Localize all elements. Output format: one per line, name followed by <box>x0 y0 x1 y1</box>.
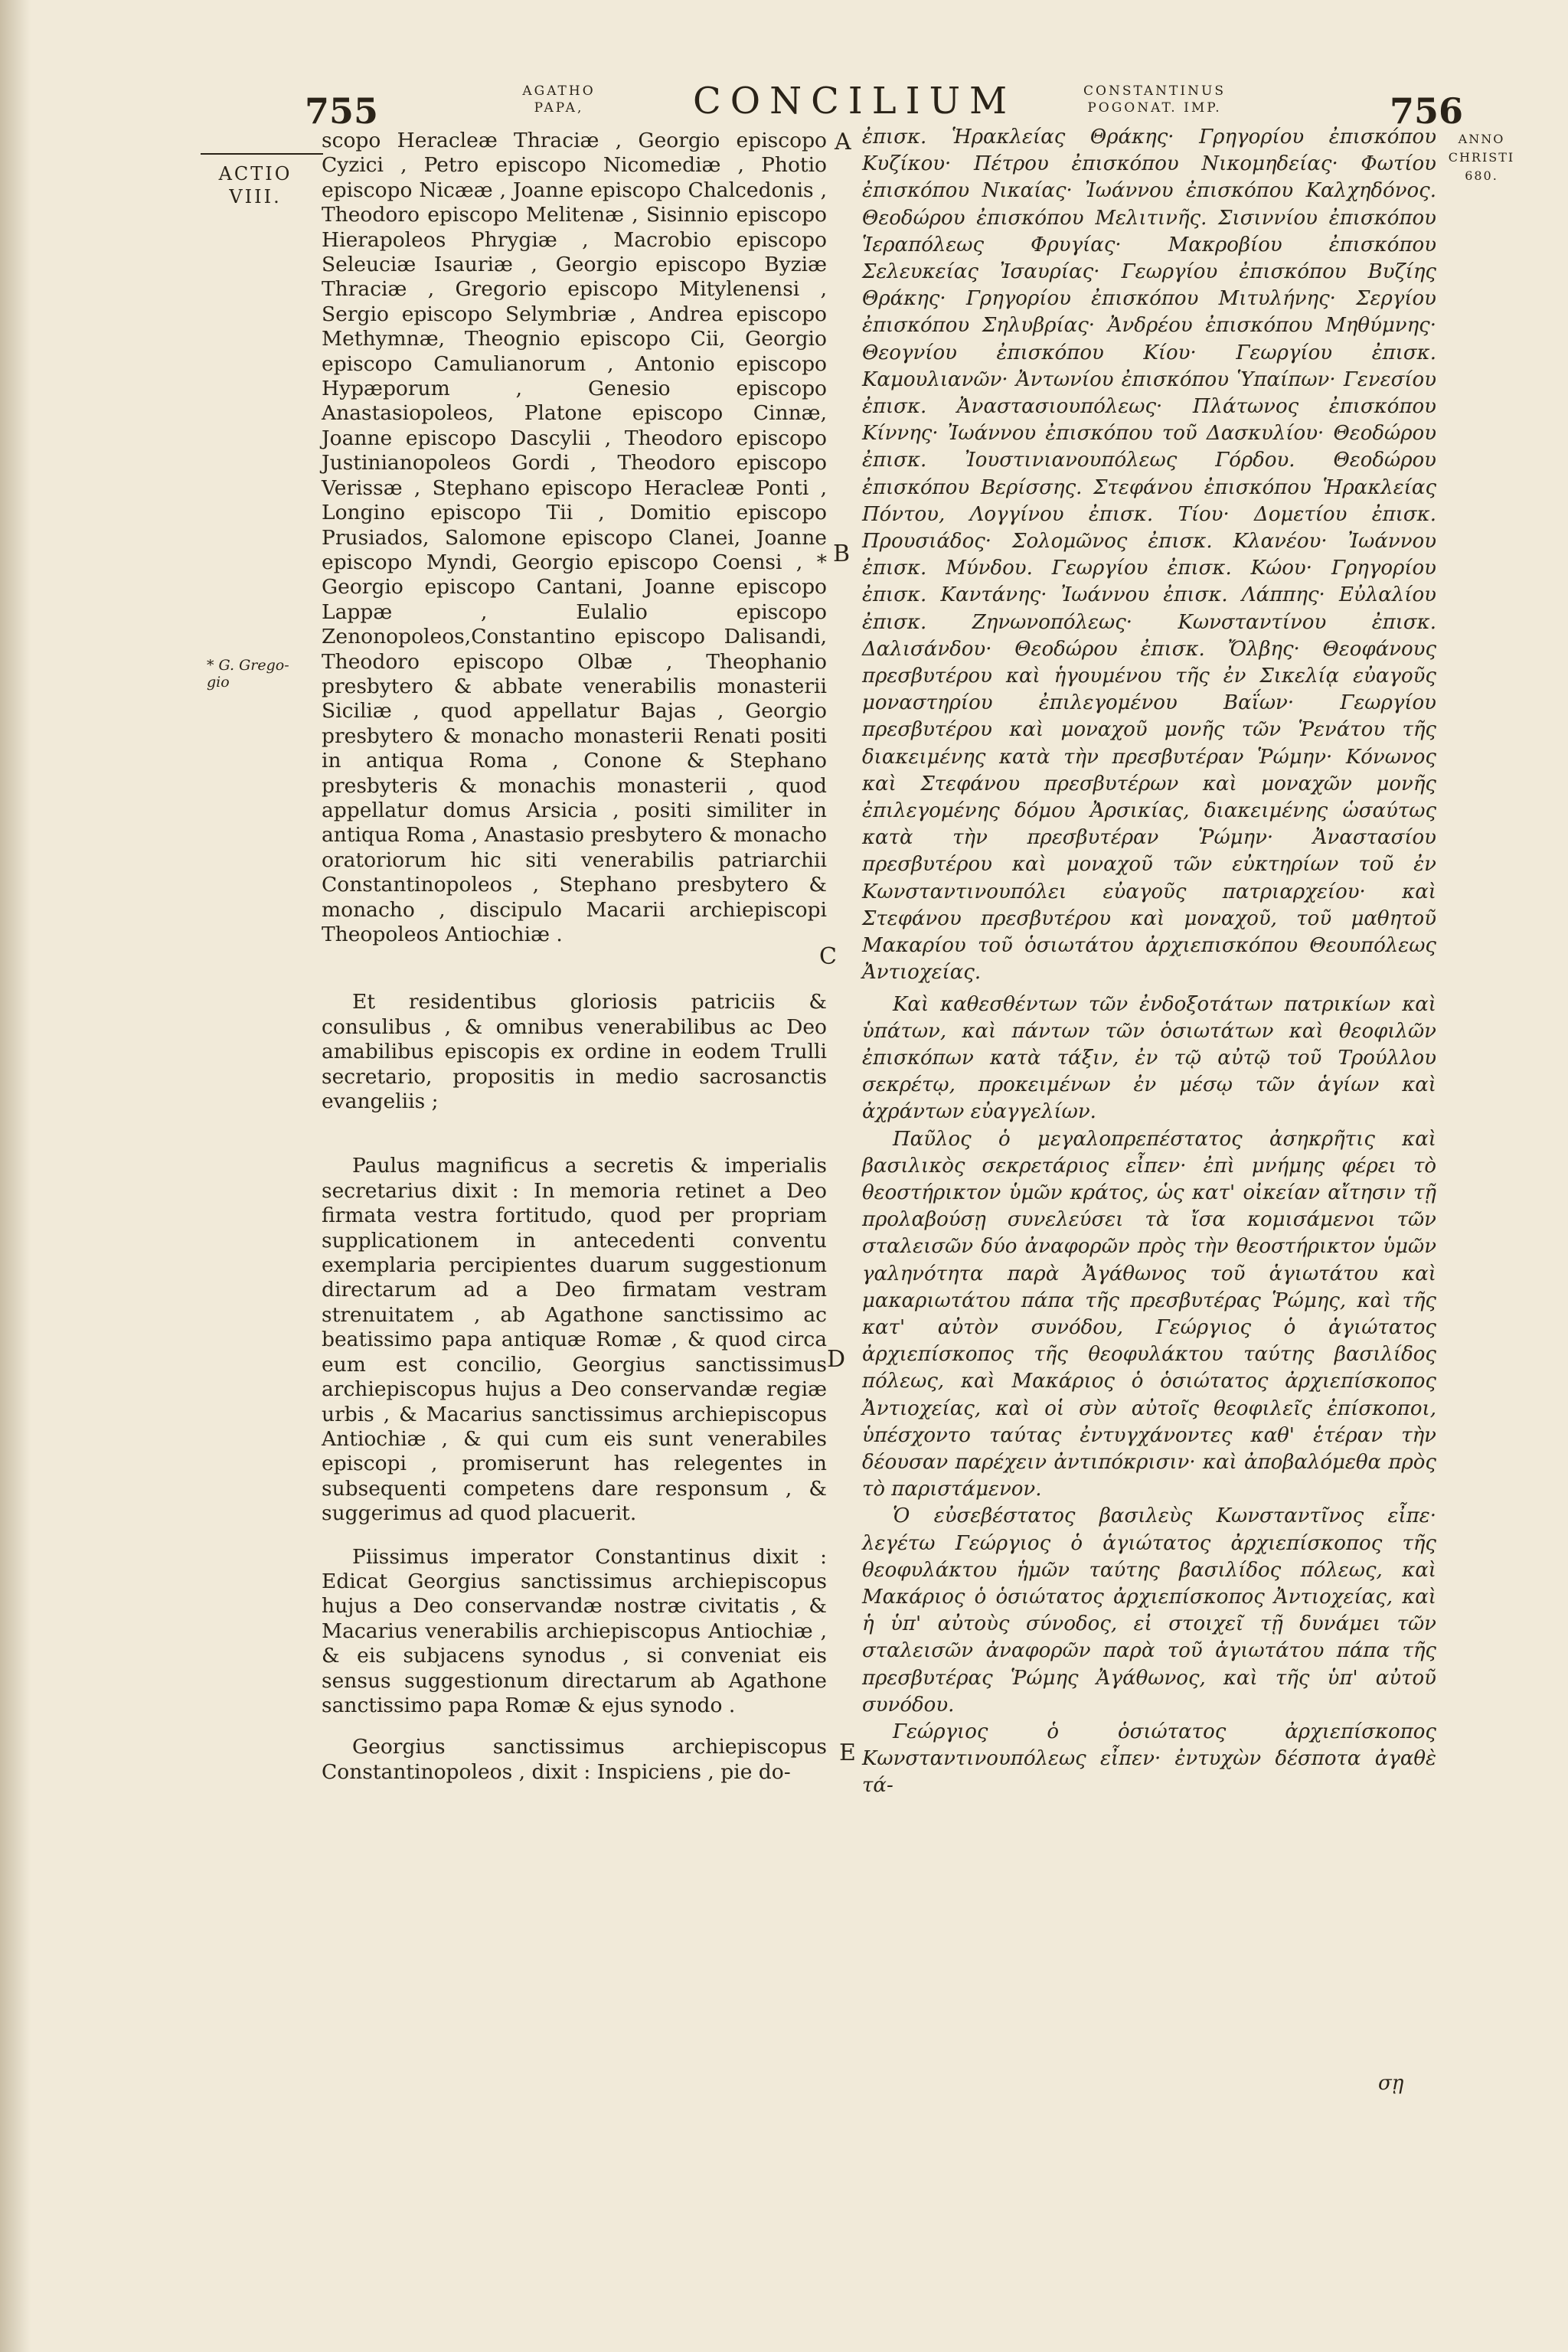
anno-label: ANNO <box>1458 132 1505 146</box>
latin-paragraph-2: Et residentibus gloriosis patriciis & consulibus , & omnibus venerabilibus ac Deo amabilibus episcopis ex ordine in eodem Trulli secretario, propositis in medio sacrosanctis evangeliis ; <box>322 990 827 1114</box>
variant-note-line1: * G. Grego- <box>207 657 289 674</box>
section-marker-b: B <box>833 541 851 567</box>
greek-paragraph-1: ἐπισκ. Ἡρακλείας Θράκης· Γρηγορίου ἐπισκόπου Κυζίκου· Πέτρου ἐπισκόπου Νικομηδείας· Φωτίου ἐπισκόπου Νικαίας· Ἰωάννου ἐπισκόπου Καλχηδόνος. Θεοδώρου ἐπισκόπου Μελιτινῆς. Σισιννίου ἐπισκόπου Ἱεραπόλεως Φρυγίας· Μακροβίου ἐπισκόπου Σελευκείας Ἰσαυρίας· Γεωργίου ἐπισκόπου Βυζίης Θράκης· Γρηγορίου ἐπισκόπου Μιτυλήνης· Σεργίου ἐπισκόπου Σηλυβρίας· Ἀνδρέου ἐπισκόπου Μηθύμνης· Θεογνίου ἐπισκόπου Κίου· Γεωργίου ἐπισκ. Καμουλιανῶν· Ἀντωνίου ἐπισκόπου Ὑπαίπων· Γενεσίου ἐπισκ. Ἀναστασιουπόλεως· Πλάτωνος ἐπισκόπου Κίννης· Ἰωάννου ἐπισκόπου τοῦ Δασκυλίου· Θεοδώρου ἐπισκ. Ἰουστινιανουπόλεως Γόρδου. Θεοδώρου ἐπισκόπου Βερίσσης. Στεφάνου ἐπισκόπου Ἡρακλείας Πόντου, Λογγίνου ἐπισκ. Τίου· Δομετίου ἐπισκ. Προυσιάδος· Σολομῶνος ἐπισκ. Κλανέου· Ἰωάννου ἐπισκ. Μύνδου. Γεωργίου ἐπισκ. Κώου· Γρηγορίου ἐπισκ. Καντάνης· Ἰωάννου ἐπισκ. Λάππης· Εὐλαλίου ἐπισκ. Ζηνωνοπόλεως· Κωνσταντίνου ἐπισκ. Δαλισάνδου· Θεοδώρου ἐπισκ. Ὄλβης· Θεοφάνους πρεσβυτέρου καὶ ἡγουμένου τῆς ἐν Σικελίᾳ εὐαγοῦς μοναστηρίου ἐπιλεγομένου Βαΐων· Γεωργίου πρεσβυτέρου καὶ μοναχοῦ μονῆς τῶν Ῥενάτου τῆς διακειμένης κατὰ τὴν πρεσβυτέραν Ῥώμην· Κόνωνος καὶ Στεφάνου πρεσβυτέρων καὶ μοναχῶν μονῆς ἐπιλεγομένης δόμου Ἀρσικίας, διακειμένης ὡσαύτως κατὰ τὴν πρεσβυτέραν Ῥώμην· Ἀναστασίου πρεσβυτέρου καὶ μοναχοῦ τῶν εὐκτηρίων τοῦ ἐν Κωνσταντινουπόλει εὐαγοῦς πατριαρχείου· καὶ Στεφάνου πρεσβυτέρου καὶ μοναχοῦ, τοῦ μαθητοῦ Μακαρίου τοῦ ὁσιωτάτου ἀρχιεπισκόπου Θεουπόλεως Ἀντιοχείας. <box>862 126 1436 985</box>
variant-note <box>207 657 289 691</box>
header-constantinus <box>1070 83 1239 116</box>
header-pogonat: POGONAT. IMP. <box>1087 100 1222 116</box>
gutter-shadow <box>0 0 31 2352</box>
catchword: σῃ <box>1378 2072 1404 2095</box>
section-marker-a: A <box>835 129 851 155</box>
latin-column <box>322 129 827 1785</box>
greek-column <box>862 124 1436 1800</box>
header-constantinus-name: CONSTANTINUS <box>1083 83 1226 99</box>
latin-paragraph-4: Piissimus imperator Constantinus dixit : Edicat Georgius sanctissimus archiepiscopus hujus a Deo conservandæ nostræ civitatis , & Macarius venerabilis archiepiscopus Antiochiæ , & eis subjacens synodus , si conveniat eis sensus suggestionum directarum ab Agathone sanctissimo papa Romæ & ejus synodo . <box>322 1544 827 1717</box>
margin-rule <box>201 153 323 155</box>
running-title: CONCILIUM <box>693 80 1017 122</box>
christi-label: CHRISTI <box>1448 150 1515 165</box>
variant-note-line2: gio <box>207 674 230 691</box>
year-label: 680. <box>1465 168 1498 183</box>
actio-number: VIII. <box>229 186 282 207</box>
greek-paragraph-3: Παῦλος ὁ μεγαλοπρεπέστατος ἀσηκρῆτις καὶ βασιλικὸς σεκρετάριος εἶπεν· ἐπὶ μνήμης φέρει τὸ θεοστήρικτον ὑμῶν κράτος, ὡς κατ' οἰκείαν αἴτησιν τῇ προλαβούσῃ συνελεύσει τὰ ἴσα κομισάμενοι τῶν σταλεισῶν δύο ἀναφορῶν πρὸς τὴν θεοστήρικτον ὑμῶν γαληνότητα παρὰ Ἀγάθωνος τοῦ ἁγιωτάτου καὶ μακαριωτάτου πάπα τῆς πρεσβυτέρας Ῥώμης, καὶ τῆς κατ' αὐτὸν συνόδου, Γεώργιος ὁ ἁγιώτατος ἀρχιεπίσκοπος τῆς θεοφυλάκτου ταύτης βασιλίδος πόλεως, καὶ Μακάριος ὁ ὁσιώτατος ἀρχιεπίσκοπος Ἀντιοχείας, καὶ οἱ σὺν αὐτοῖς θεοφιλεῖς ἐπίσκοποι, ὑπέσχοντο ταύτας ἐντυγχάνοντες καθ' ἑτέραν τὴν δέουσαν παρέχειν ἀντιπόκρισιν· καὶ ἀποβαλόμεθα πρὸς τὸ παριστάμενον. <box>862 1127 1436 1501</box>
header-agatho-name: AGATHO <box>522 83 596 99</box>
actio-label: ACTIO <box>218 163 292 185</box>
greek-paragraph-4: Ὁ εὐσεβέστατος βασιλεὺς Κωνσταντῖνος εἶπε· λεγέτω Γεώργιος ὁ ἁγιώτατος ἀρχιεπίσκοπος τῆς θεοφυλάκτου ἡμῶν ταύτης βασιλίδος πόλεως, καὶ Μακάριος ὁ ὁσιώτατος ἀρχιεπίσκοπος Ἀντιοχείας, καὶ ἡ ὑπ' αὐτοὺς σύνοδος, εἰ στοιχεῖ τῇ δυνάμει τῶν σταλεισῶν ἀναφορῶν παρὰ τοῦ ἁγιωτάτου πάπα τῆς πρεσβυτέρας Ῥώμης Ἀγάθωνος, καὶ τῆς ὑπ' αὐτοῦ συνόδου. <box>862 1504 1436 1717</box>
header-agatho <box>509 83 609 116</box>
section-marker-e: E <box>839 1740 856 1766</box>
latin-paragraph-5: Georgius sanctissimus archiepiscopus Constantinopoleos , dixit : Inspiciens , pie do- <box>322 1735 827 1784</box>
latin-paragraph-1: scopo Heracleæ Thraciæ , Georgio episcopo Cyzici , Petro episcopo Nicomediæ , Photio episcopo Nicææ , Joanne episcopo Chalcedonis , Theodoro episcopo Melitenæ , Sisinnio episcopo Hierapoleos Phrygiæ , Macrobio episcopo Seleuciæ Isauriæ , Georgio episcopo Byziæ Thraciæ , Gregorio episcopo Mitylenensi , Sergio episcopo Selymbriæ , Andrea episcopo Methymnæ, Theognio episcopo Cii, Georgio episcopo Camulianorum , Antonio episcopo Hypæporum , Genesio episcopo Anastasiopoleos, Platone episcopo Cinnæ, Joanne episcopo Dascylii , Theodoro episcopo Justinianopoleos Gordi , Theodoro episcopo Verissæ , Stephano episcopo Heracleæ Ponti , Longino episcopo Tii , Domitio episcopo Prusiados, Salomone episcopo Clanei, Joanne episcopo Myndi, Georgio episcopo Coensi , * Georgio episcopo Cantani, Joanne episcopo Lappæ , Eulalio episcopo Zenonopoleos,Constantino episcopo Dalisandi, Theodoro episcopo Olbæ , Theophanio presbytero & abbate venerabilis monasterii Siciliæ , quod appellatur Bajas , Georgio presbytero & monacho monasterii Renati positi in antiqua Roma , Conone & Stephano presbyteris & monachis monasterii , quod appellatur domus Arsicia , positi similiter in antiqua Roma , Anastasio presbytero & monacho oratoriorum hic siti venerabilis patriarchii Constantinopoleos , Stephano presbytero & monacho , discipulo Macarii archiepiscopi Theopoleos Antiochiæ . <box>322 129 827 946</box>
section-marker-c: C <box>819 943 837 970</box>
section-marker-d: D <box>827 1346 846 1373</box>
actio-note <box>196 162 315 208</box>
greek-paragraph-5: Γεώργιος ὁ ὁσιώτατος ἀρχιεπίσκοπος Κωνσταντινουπόλεως εἶπεν· ἐντυχὼν δέσποτα ἀγαθὲ τά- <box>862 1720 1436 1798</box>
header-papa: PAPA, <box>534 100 584 116</box>
right-page-number: 756 <box>1390 90 1464 132</box>
left-page-number: 755 <box>305 90 379 132</box>
latin-paragraph-3: Paulus magnificus a secretis & imperialis secretarius dixit : In memoria retinet a Deo firmata vestra fortitudo, quod per propriam supplicationem in antecedenti conventu exemplaria percipientes duarum suggestionum directarum ad a Deo firmatam vestram strenuitatem , ab Agathone sanctissimo ac beatissimo papa antiquæ Romæ , & quod circa eum est concilio, Georgius sanctissimus archiepiscopus hujus a Deo conservandæ regiæ urbis , & Macarius sanctissimus archiepiscopus Antiochiæ , & qui cum eis sunt venerabiles episcopi , promiserunt has relegentes in subsequenti competens dare responsum , & suggerimus ad quod placuerit. <box>322 1154 827 1526</box>
anno-note <box>1439 130 1524 185</box>
greek-paragraph-2: Καὶ καθεσθέντων τῶν ἐνδοξοτάτων πατρικίων καὶ ὑπάτων, καὶ πάντων τῶν ὁσιωτάτων καὶ θεοφιλῶν ἐπισκόπων κατὰ τάξιν, ἐν τῷ αὐτῷ τοῦ Τρούλλου σεκρέτῳ, προκειμένων ἐν μέσῳ τῶν ἁγίων καὶ ἀχράντων εὐαγγελίων. <box>862 992 1436 1124</box>
